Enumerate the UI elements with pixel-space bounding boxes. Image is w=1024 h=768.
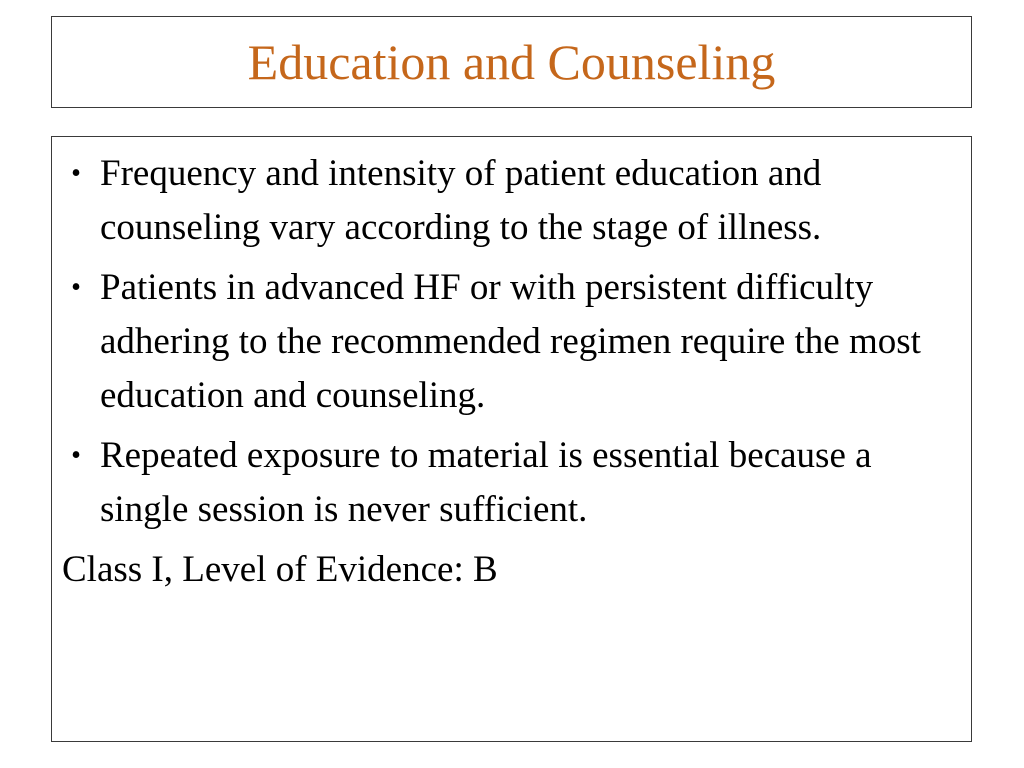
bullet-list (62, 147, 959, 537)
evidence-level: Class I, Level of Evidence: B (62, 549, 498, 590)
slide-title: Education and Counseling (247, 34, 776, 90)
bullet-item (62, 429, 959, 537)
bullet-text: Repeated exposure to material is essential because a single session is never sufficient. (100, 435, 872, 530)
bullet-icon: • (71, 272, 81, 303)
bullet-icon: • (71, 158, 81, 189)
bullet-icon: • (71, 440, 81, 471)
title-box (51, 16, 972, 108)
bullet-text: Frequency and intensity of patient education and counseling vary according to the stage of illness. (100, 153, 822, 248)
bullet-item (62, 147, 959, 255)
content-box (51, 136, 972, 742)
bullet-item (62, 261, 959, 423)
bullet-text: Patients in advanced HF or with persistent difficulty adhering to the recommended regimen require the most education and counseling. (100, 267, 921, 416)
